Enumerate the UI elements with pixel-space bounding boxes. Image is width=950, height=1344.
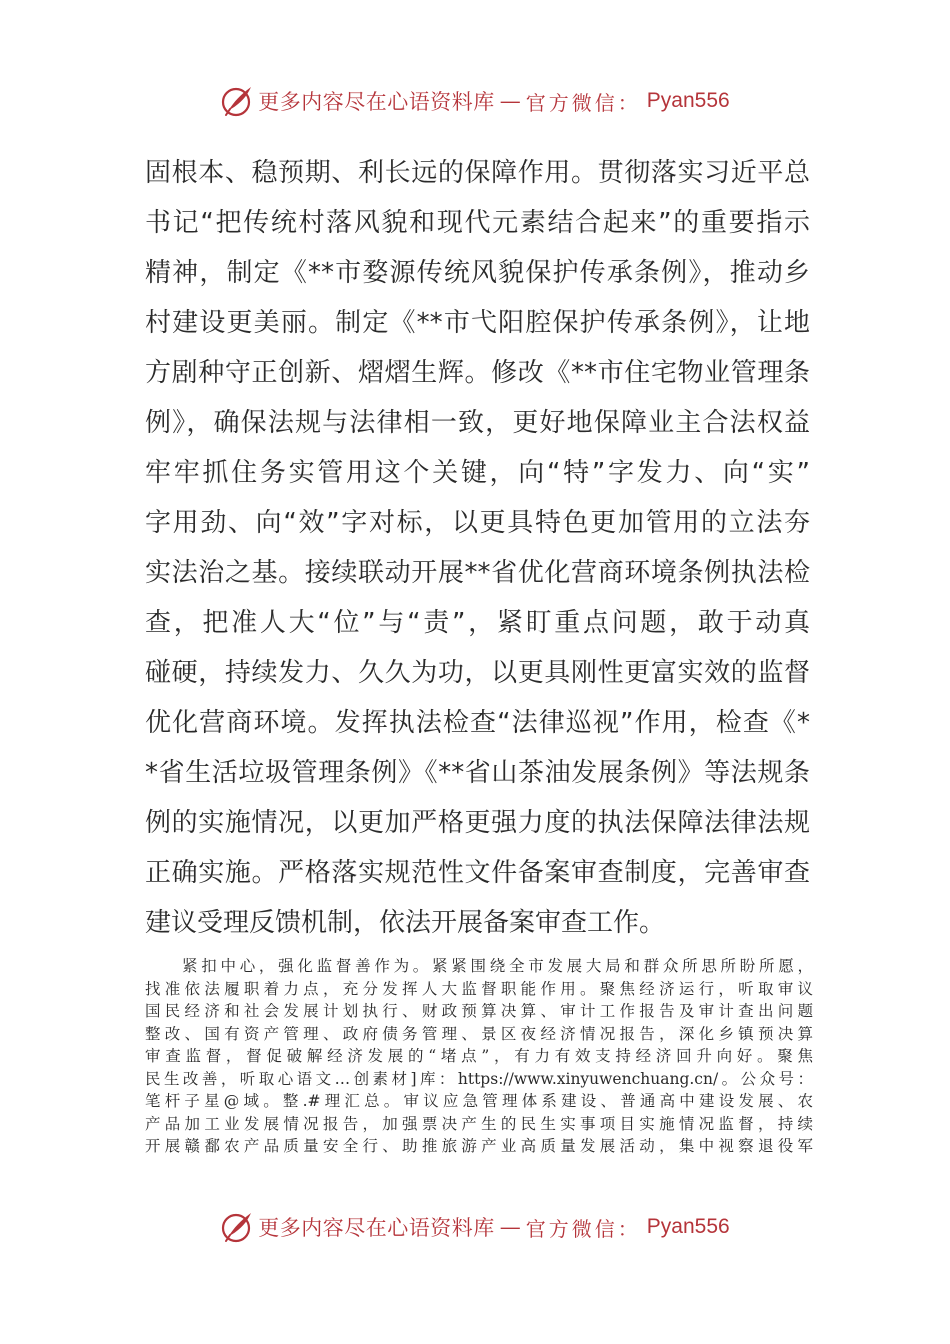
main-line: 例的实施情况，以更加严格更强力度的执法保障法律法规 (145, 808, 810, 838)
small-line: 产品加工业发展情况报告，加强票决产生的民生实事项目实施情况监督，持续 (145, 1114, 813, 1133)
main-line: 方剧种守正创新、熠熠生辉。修改《**市住宅物业管理条 (145, 358, 810, 388)
banner-wechat-id: Pyan556 (646, 1215, 730, 1238)
banner-separator: — (499, 89, 521, 113)
main-line: 实法治之基。接续联动开展**省优化营商环境条例执法检 (145, 558, 810, 588)
banner-wechat-id: Pyan556 (646, 89, 730, 112)
small-line: 整改、国有资产管理、政府债务管理、景区夜经济情况报告，深化乡镇预决算 (145, 1024, 813, 1043)
main-line: 碰硬，持续发力、久久为功，以更具刚性更富实效的监督 (145, 658, 810, 688)
banner-title: 更多内容尽在心语资料库 (258, 90, 495, 114)
banner-wechat-label: 官方微信： (525, 90, 641, 115)
banner-separator: — (499, 1215, 521, 1239)
quill-pen-logo-icon (220, 84, 254, 118)
main-line: 建议受理反馈机制，依法开展备案审查工作。 (145, 908, 666, 938)
main-line: 字用劲、向“效”字对标，以更具特色更加管用的立法夯 (145, 508, 810, 538)
main-paragraph (145, 148, 810, 948)
main-line: 精神，制定《**市婺源传统风貌保护传承条例》，推动乡 (145, 258, 810, 288)
footer-banner (0, 1210, 950, 1244)
quill-pen-logo-icon (220, 1210, 254, 1244)
small-line: 审查监督，督促破解经济发展的“堵点”，有力有效支持经济回升向好。聚焦 (145, 1047, 813, 1065)
header-banner (0, 84, 950, 118)
main-line: 优化营商环境。发挥执法检查“法律巡视”作用，检查《* (145, 708, 810, 738)
main-line: 固根本、稳预期、利长远的保障作用。贯彻落实习近平总 (145, 158, 810, 188)
main-line: 牢牢抓住务实管用这个关键，向“特”字发力、向“实” (145, 458, 810, 488)
small-line: 民生改善，听取心语文…创素材]库：https://www.xinyuwenchuang.cn/。公众号： (145, 1069, 813, 1088)
banner-wechat-label: 官方微信： (525, 1216, 641, 1241)
banner-title: 更多内容尽在心语资料库 (258, 1216, 495, 1240)
small-line: 找准依法履职着力点，充分发挥人大监督职能作用。聚焦经济运行，听取审议 (145, 979, 813, 998)
main-line: 村建设更美丽。制定《**市弋阳腔保护传承条例》，让地 (145, 308, 810, 338)
small-line: 国民经济和社会发展计划执行、财政预算决算、审计工作报告及审计查出问题 (145, 1002, 813, 1020)
small-line: 紧扣中心，强化监督善作为。紧紧围绕全市发展大局和群众所思所盼所愿， (182, 957, 813, 975)
small-paragraph (145, 955, 813, 1158)
main-line: *省生活垃圾管理条例》《**省山茶油发展条例》等法规条 (145, 758, 810, 788)
small-line: 笔杆子星@域。整.#理汇总。审议应急管理体系建设、普通高中建设发展、农 (145, 1092, 813, 1110)
main-line: 查，把准人大“位”与“责”，紧盯重点问题，敢于动真 (145, 608, 810, 638)
main-line: 书记“把传统村落风貌和现代元素结合起来”的重要指示 (145, 208, 810, 238)
main-line: 正确实施。严格落实规范性文件备案审查制度，完善审查 (145, 858, 810, 888)
small-line: 开展赣鄱农产品质量安全行、助推旅游产业高质量发展活动，集中视察退役军 (145, 1137, 813, 1155)
main-line: 例》，确保法规与法律相一致，更好地保障业主合法权益 (145, 408, 810, 438)
